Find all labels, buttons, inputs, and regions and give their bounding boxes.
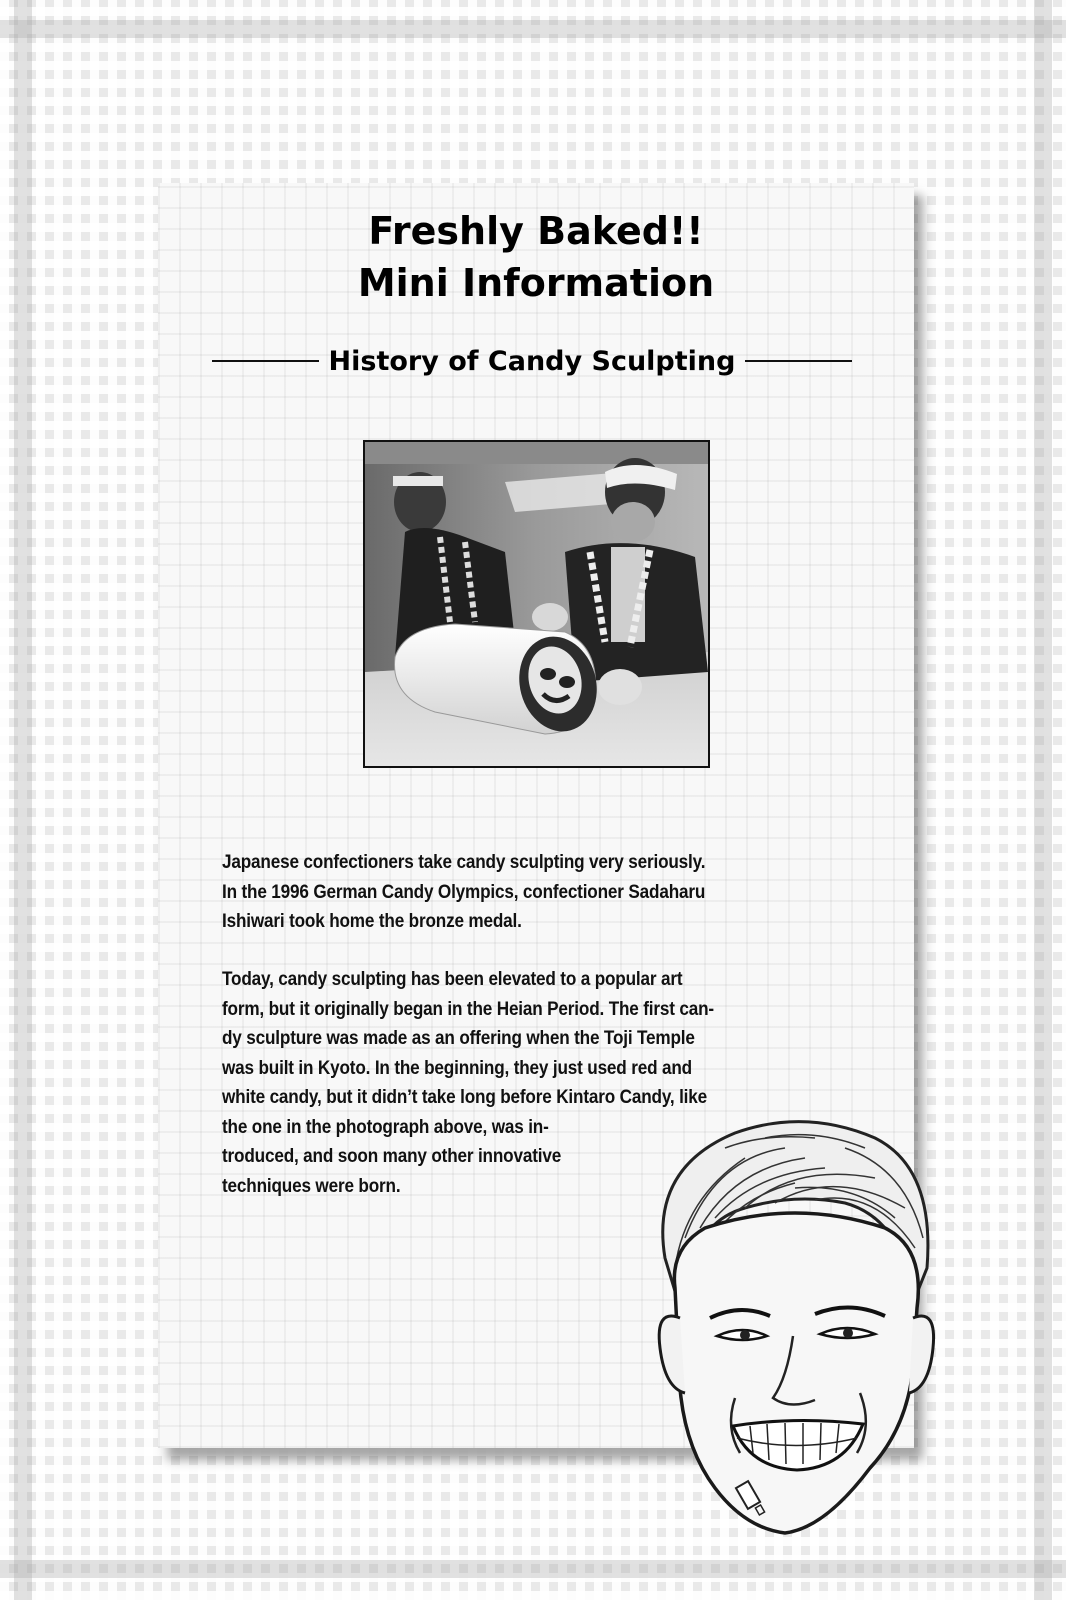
photo-illustration bbox=[365, 442, 708, 766]
bg-band-left bbox=[14, 0, 32, 1600]
paragraph-2-line: form, but it originally began in the Heian Period. The first can- bbox=[222, 997, 714, 1020]
heading-rule-left bbox=[212, 360, 319, 362]
paragraph-2-line: techniques were born. bbox=[222, 1174, 401, 1197]
section-heading-text: History of Candy Sculpting bbox=[328, 345, 736, 377]
candy-sculpting-photo bbox=[363, 440, 710, 768]
smiling-man-portrait bbox=[645, 1108, 945, 1548]
paragraph-1-line: Ishiwari took home the bronze medal. bbox=[222, 910, 522, 932]
paragraph-2-line: troduced, and soon many other innovative bbox=[222, 1145, 562, 1167]
bg-band-top bbox=[0, 20, 1066, 38]
bg-band-bottom bbox=[0, 1560, 1066, 1578]
paragraph-1-line: Japanese confectioners take candy sculpting very seriously. bbox=[222, 851, 706, 873]
bg-band-right bbox=[1034, 0, 1052, 1600]
section-heading bbox=[212, 341, 852, 381]
paragraph-2-line: dy sculpture was made as an offering when the Toji Temple bbox=[222, 1027, 695, 1049]
page-title-line1: Freshly Baked!! bbox=[368, 209, 704, 253]
heading-rule-right bbox=[745, 360, 852, 362]
paragraph-2-line: white candy, but it didn’t take long before Kintaro Candy, like bbox=[222, 1086, 708, 1108]
paragraph-2-line: Today, candy sculpting has been elevated to a popular art bbox=[222, 968, 683, 990]
portrait-illustration bbox=[645, 1108, 945, 1548]
paragraph-2-line: the one in the photograph above, was in- bbox=[222, 1115, 549, 1138]
paragraph-1 bbox=[222, 848, 715, 937]
paragraph-2 bbox=[222, 965, 715, 1201]
page-title-line2: Mini Information bbox=[357, 261, 715, 305]
paragraph-1-line: In the 1996 German Candy Olympics, confectioner Sadaharu bbox=[222, 880, 706, 903]
paragraph-2-line: was built in Kyoto. In the beginning, they just used red and bbox=[222, 1056, 692, 1079]
